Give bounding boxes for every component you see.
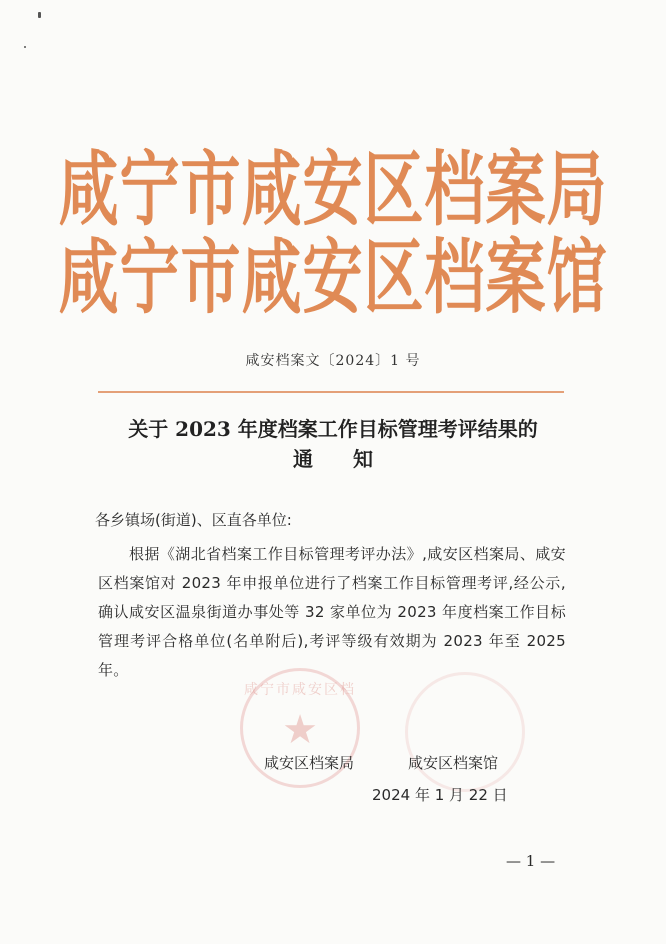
scan-speck — [38, 12, 41, 18]
page-number: — 1 — — [506, 852, 556, 870]
scan-speck — [24, 46, 26, 48]
red-divider-rule — [98, 391, 564, 393]
body-paragraph: 根据《湖北省档案工作目标管理考评办法》,咸安区档案局、咸安区档案馆对 2023 年申报单位进行了档案工作目标管理考评,经公示,确认咸安区温泉街道办事处等 32 家单位为 2023 年度档案工作目标管理考评合格单位(名单附后),考评等级有效期为 2023 年至 2025 年。 — [98, 545, 566, 679]
document-title-line-2: 通知 — [293, 447, 413, 471]
document-title-line-1: 关于 2023 年度档案工作目标管理考评结果的 — [128, 417, 538, 441]
red-header-line-1: 咸宁市咸安区档案局 — [58, 143, 608, 238]
document-number: 咸安档案文〔2024〕1 号 — [245, 353, 421, 369]
red-header-line-2: 咸宁市咸安区档案馆 — [58, 231, 608, 326]
seal-star-icon: ★ — [282, 707, 318, 753]
official-seal-faint — [405, 672, 525, 792]
signature-org-1: 咸安区档案局 — [264, 754, 355, 772]
signature-date: 2024 年 1 月 22 日 — [372, 786, 508, 804]
salutation: 各乡镇场(街道)、区直各单位: — [95, 511, 292, 529]
signature-org-2: 咸安区档案馆 — [408, 754, 499, 772]
seal-text: 咸宁市咸安区档 — [244, 682, 356, 698]
